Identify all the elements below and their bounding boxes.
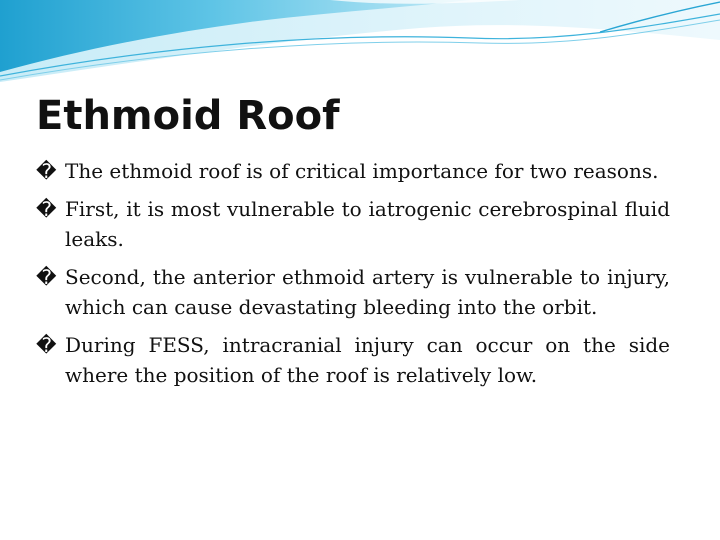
bullet-text: First, it is most vulnerable to iatrogenic cerebrospinal fluid leaks. [65,197,670,251]
bullet-glyph-icon: � [36,265,57,289]
bullet-item [36,156,670,186]
bullet-list [36,156,670,398]
slide-title: Ethmoid Roof [36,93,340,139]
bullet-item [36,330,670,390]
bullet-item [36,262,670,322]
bullet-glyph-icon: � [36,333,57,357]
bullet-text: Second, the anterior ethmoid artery is vulnerable to injury, which can cause devastating bleeding into the orbit. [65,265,670,319]
bullet-text: During FESS, intracranial injury can occur on the side where the position of the roof is relatively low. [65,333,670,387]
bullet-item [36,194,670,254]
bullet-glyph-icon: � [36,197,57,221]
header-wave-decoration [0,0,720,90]
bullet-text: The ethmoid roof is of critical importance for two reasons. [65,159,659,183]
bullet-glyph-icon: � [36,159,57,183]
